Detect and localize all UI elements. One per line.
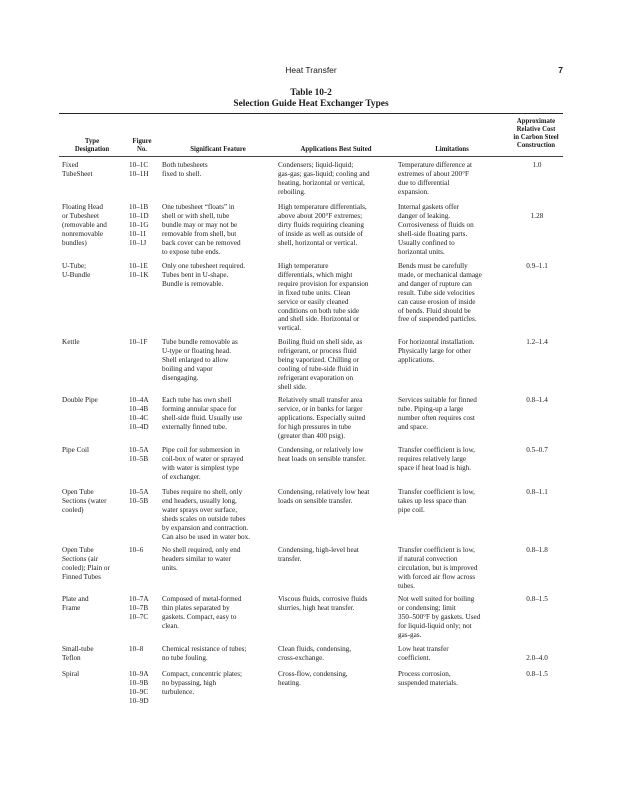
cell-applications: High temperature differentials, above about 200°F extremes; dirty fluids requiring cleaning of inside as well as outside of shell, horizontal or vertical.: [278, 203, 367, 247]
header-applications: Applications Best Suited: [300, 146, 372, 153]
cell-type: Open Tube Sections (water cooled): [62, 488, 107, 514]
page-number: 7: [558, 65, 563, 75]
cell-limitations: Transfer coefficient is low, if natural convection circulation, but is improved with forced air flow across tubes.: [398, 546, 478, 590]
cell-limitations: Not well suited for boiling or condensing; limit 350–500°F by gaskets. Used for liquid-liquid only; not gas-gas.: [398, 595, 481, 639]
cell-figure: 10–9A 10–9B 10–9C 10–9D: [129, 670, 149, 705]
cell-limitations: Temperature difference at extremes of about 200°F due to differential expansion.: [398, 161, 472, 196]
cell-applications: Cross-flow, condensing, heating.: [278, 670, 348, 687]
cell-cost: 0.8–1.5: [526, 670, 548, 678]
cell-type: Kettle: [62, 338, 80, 346]
table-caption: [59, 88, 563, 110]
cell-limitations: For horizontal installation. Physically large for other applications.: [398, 338, 475, 364]
cell-type: Fixed TubeSheet: [62, 161, 93, 178]
cell-figure: 10–5A 10–5B: [129, 488, 149, 505]
cell-type: Open Tube Sections (air cooled); Plain or Finned Tubes: [62, 546, 110, 581]
running-header: [59, 65, 563, 77]
cell-figure: 10–4A 10–4B 10–4C 10–4D: [129, 396, 149, 431]
cell-applications: Condensing, high-level heat transfer.: [278, 546, 359, 563]
cell-limitations: Internal gaskets offer danger of leaking. Corrosiveness of fluids on shell-side floating parts. Usually confined to horizontal units.: [398, 203, 474, 256]
cell-type: Floating Head or Tubesheet (removable and nonremovable bundles): [62, 203, 107, 247]
cell-type: Pipe Coil: [62, 446, 89, 454]
cell-figure: 10–8: [129, 645, 144, 653]
cell-applications: Condensing, relatively low heat loads on sensible transfer.: [278, 488, 370, 505]
cell-applications: Viscous fluids, corrosive fluids slurries, high heat transfer.: [278, 595, 368, 612]
cell-figure: 10–1E 10–1K: [129, 262, 149, 279]
cell-cost: 0.5–0.7: [526, 446, 548, 454]
cell-figure: 10–1F: [129, 338, 148, 346]
header-figure: Figure No.: [132, 138, 152, 153]
cell-applications: High temperature differentials, which might require provision for expansion in fixed tube units. Clean service or easily cleaned conditions on both tube side and shell side. Horizontal or vertical.: [278, 262, 369, 333]
cell-cost: 0.8–1.8: [526, 546, 548, 554]
cell-limitations: Low heat transfer coefficient.: [398, 645, 449, 662]
cell-type: Small-tube Teflon: [62, 645, 94, 662]
cell-type: Plate and Frame: [62, 595, 89, 612]
cell-figure: 10–1C 10–1H: [129, 161, 149, 178]
cell-cost: 2.0–4.0: [526, 653, 548, 662]
cell-feature: Chemical resistance of tubes; no tube fouling.: [162, 645, 247, 662]
cell-cost: 1.28: [530, 212, 544, 220]
cell-feature: Each tube has own shell forming annular space for shell-side fluid. Usually use externally finned tube.: [162, 396, 243, 431]
cell-applications: Boiling fluid on shell side, as refrigerant, or process fluid being vaporized. Chilling or cooling of tube-side fluid in refrigerant evaporation on shell side.: [278, 338, 363, 391]
cell-figure: 10–7A 10–7B 10–7C: [129, 595, 149, 621]
cell-feature: Compact, concentric plates; no bypassing, high turbulence.: [162, 670, 243, 696]
cell-feature: Both tubesheets fixed to shell.: [162, 161, 208, 178]
cell-figure: 10–1B 10–1D 10–1G 10–1I 10–1J: [129, 203, 149, 247]
cell-applications: Condensers; liquid-liquid; gas-gas; gas-liquid; cooling and heating, horizontal or vertical, reboiling.: [278, 161, 370, 196]
header-cost: Approximate Relative Cost in Carbon Steel Construction: [513, 118, 559, 149]
cell-figure: 10–6: [129, 546, 144, 554]
cell-limitations: Bends must be carefully made, or mechanical damage and danger of rupture can result. Tube side velocities can cause erosion of inside of bends. Fluid should be free of suspended particles.: [398, 262, 482, 324]
cell-feature: No shell required, only end headers similar to water units.: [162, 546, 241, 572]
cell-cost: 0.9–1.1: [526, 262, 548, 270]
header-type: Type Designation: [74, 138, 110, 153]
cell-feature: One tubesheet “floats” in shell or with shell, tube bundle may or may not be removable from shell, but back cover can be removed to expose tube ends.: [162, 203, 241, 256]
cell-limitations: Transfer coefficient is low, takes up less space than pipe coil.: [398, 488, 475, 514]
cell-cost: 0.8–1.4: [526, 396, 548, 404]
table-top-rule: [59, 113, 563, 114]
cell-applications: Clean fluids, condensing, cross-exchange.: [278, 645, 352, 662]
table-header-rule: [59, 156, 563, 157]
cell-figure: 10–5A 10–5B: [129, 446, 149, 463]
cell-type: Spiral: [62, 670, 80, 678]
table-title: Selection Guide Heat Exchanger Types: [233, 99, 389, 109]
cell-feature: Tube bundle removable as U-type or floating head. Shell enlarged to allow boiling and vapor disengaging.: [162, 338, 238, 382]
running-title: Heat Transfer: [285, 65, 337, 75]
cell-cost: 1.0: [532, 161, 542, 169]
cell-feature: Pipe coil for submersion in coil-box of water or sprayed with water is simplest type of exchanger.: [162, 446, 244, 481]
cell-feature: Only one tubesheet required. Tubes bent in U-shape. Bundle is removable.: [162, 262, 246, 288]
header-limitations: Limitations: [435, 146, 469, 153]
cell-feature: Composed of metal-formed thin plates separated by gaskets. Compact, easy to clean.: [162, 595, 242, 630]
cell-limitations: Services suitable for finned tube. Piping-up a large number often requires cost and space.: [398, 396, 477, 431]
table-number: Table 10-2: [290, 88, 332, 98]
header-feature: Significant Feature: [190, 146, 246, 153]
cell-cost: 0.8–1.5: [526, 595, 548, 603]
cell-type: Double Pipe: [62, 396, 98, 404]
cell-limitations: Process corrosion, suspended materials.: [398, 670, 458, 687]
cell-feature: Tubes require no shell, only end headers, usually long, water sprays over surface, sheds scales on outside tubes by expansion and contraction. Can also be used in water box.: [162, 488, 251, 541]
cell-cost: 0.8–1.1: [526, 488, 548, 496]
cell-cost: 1.2–1.4: [526, 338, 548, 346]
cell-applications: Relatively small transfer area service, or in banks for larger applications. Especially suited for high pressures in tube (greater than 400 psig).: [278, 396, 366, 440]
cell-limitations: Transfer coefficient is low, requires relatively large space if heat load is high.: [398, 446, 475, 472]
cell-applications: Condensing, or relatively low heat loads on sensible transfer.: [278, 446, 367, 463]
cell-type: U-Tube; U-Bundle: [62, 262, 91, 279]
